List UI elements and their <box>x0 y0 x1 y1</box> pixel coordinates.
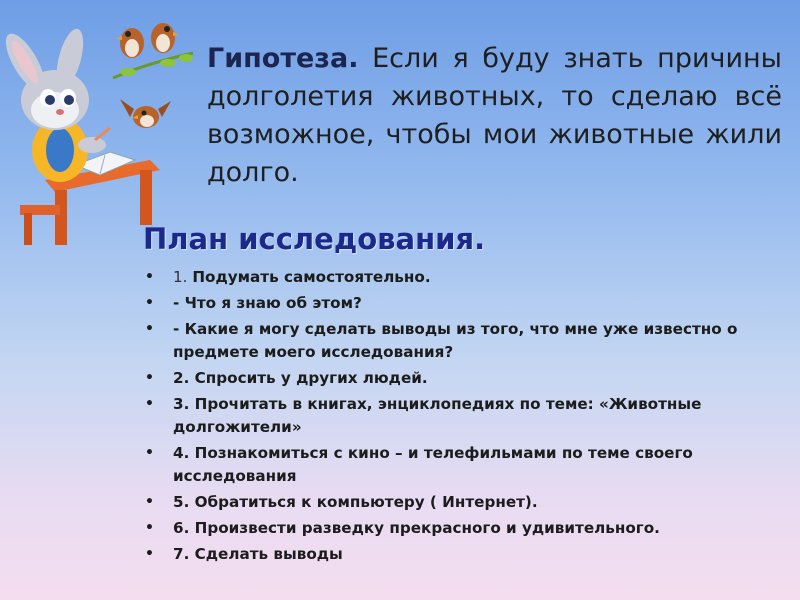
hypothesis-paragraph <box>207 40 782 192</box>
list-item-text: 7. Сделать выводы <box>173 545 343 563</box>
list-item <box>143 393 793 439</box>
list-item <box>143 491 793 514</box>
list-item-text: 6. Произвести разведку прекрасного и удивительного. <box>173 519 660 537</box>
bullet-icon: • <box>145 445 154 461</box>
list-item-text: - Что я знаю об этом? <box>173 294 362 312</box>
list-item-text: 4. Познакомиться с кино – и телефильмами по теме своего исследования <box>173 444 693 485</box>
list-item <box>143 318 793 364</box>
bullet-icon: • <box>145 396 154 412</box>
hypothesis-text: Если я буду знать причины долголетия животных, то сделаю всё возможное, чтобы мои животные жили долго. <box>207 43 782 188</box>
list-item-text: - Какие я могу сделать выводы из того, что мне уже известно о предмете моего исследования? <box>173 320 738 361</box>
bullet-icon: • <box>145 321 154 337</box>
list-item <box>143 292 793 315</box>
bullet-icon: • <box>145 546 154 562</box>
plan-list <box>143 266 793 569</box>
list-item-text: Подумать самостоятельно. <box>192 268 431 286</box>
bullet-icon: • <box>145 269 154 285</box>
hypothesis-label: Гипотеза. <box>207 43 359 74</box>
plan-title: План исследования. <box>143 222 486 256</box>
birds-on-branch-illustration <box>108 8 196 90</box>
list-item-prefix: 1. <box>173 268 193 286</box>
list-item <box>143 517 793 540</box>
flying-bird-illustration <box>118 95 173 137</box>
list-item <box>143 543 793 566</box>
list-item <box>143 367 793 390</box>
list-item <box>143 266 793 289</box>
bullet-icon: • <box>145 520 154 536</box>
list-item <box>143 442 793 488</box>
list-item-text: 5. Обратиться к компьютеру ( Интернет). <box>173 493 538 511</box>
list-item-text: 3. Прочитать в книгах, энциклопедиях по теме: «Животные долгожители» <box>173 395 702 436</box>
bullet-icon: • <box>145 494 154 510</box>
bullet-icon: • <box>145 370 154 386</box>
list-item-text: 2. Спросить у других людей. <box>173 369 428 387</box>
bullet-icon: • <box>145 295 154 311</box>
